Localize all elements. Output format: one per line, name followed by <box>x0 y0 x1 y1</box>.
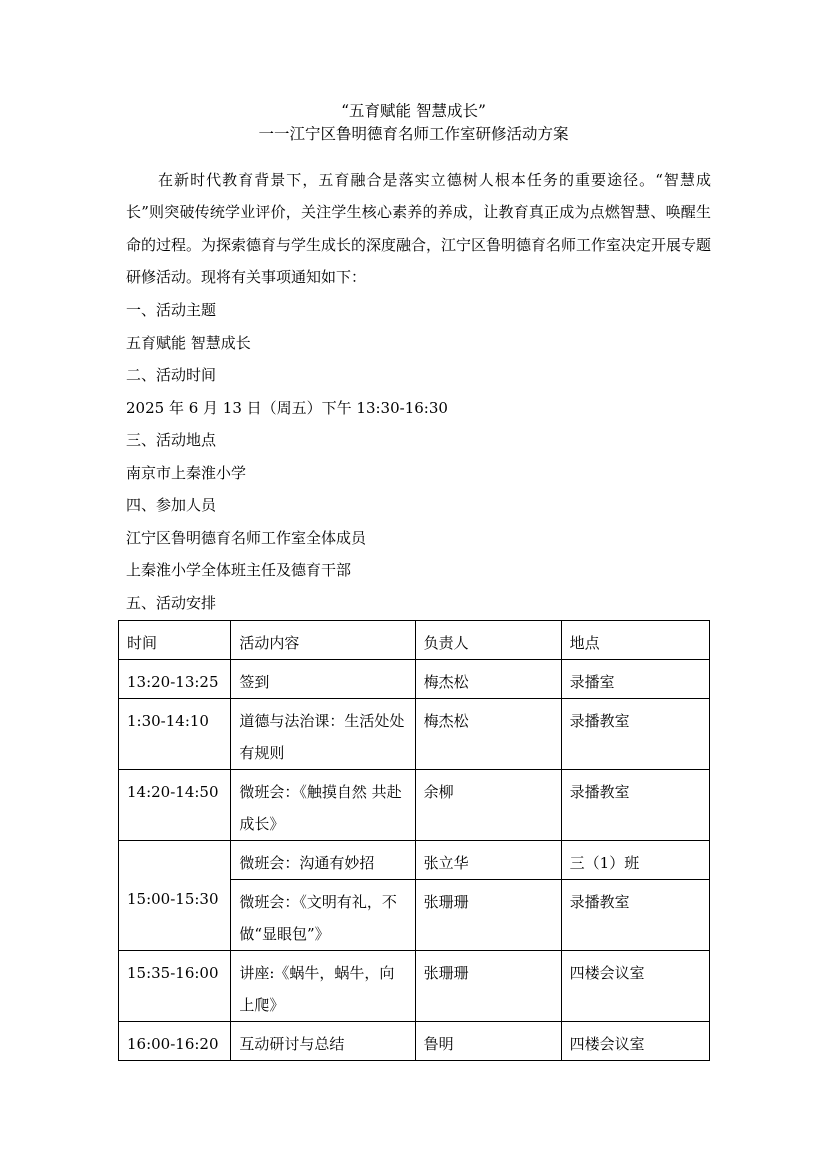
cell-time: 14:20-14:50 <box>119 770 231 841</box>
doc-title: “五育赋能 智慧成长” <box>341 102 486 120</box>
section-place-heading: 三、活动地点 <box>126 431 217 449</box>
cell-content: 道德与法治课：生活处处有规则 <box>231 699 415 770</box>
cell-content: 微班会：《触摸自然 共赴成长》 <box>231 770 415 841</box>
cell-person: 梅杰松 <box>415 660 561 699</box>
cell-place: 录播室 <box>561 660 709 699</box>
cell-person: 张珊珊 <box>415 951 561 1022</box>
cell-place: 录播教室 <box>561 699 709 770</box>
section-theme-content: 五育赋能 智慧成长 <box>126 334 251 352</box>
doc-subtitle: 一一江宁区鲁明德育名师工作室研修活动方案 <box>258 125 569 143</box>
table-row <box>119 1022 710 1061</box>
cell-content: 互动研讨与总结 <box>231 1022 415 1061</box>
cell-content: 微班会：《文明有礼，不做“显眼包”》 <box>231 880 415 951</box>
cell-place: 录播教室 <box>561 880 709 951</box>
cell-place: 录播教室 <box>561 770 709 841</box>
table-header-row <box>119 621 710 660</box>
header-place: 地点 <box>561 621 709 660</box>
cell-person: 梅杰松 <box>415 699 561 770</box>
header-content: 活动内容 <box>231 621 415 660</box>
cell-person: 余柳 <box>415 770 561 841</box>
table-row <box>119 660 710 699</box>
header-person: 负责人 <box>415 621 561 660</box>
cell-content: 讲座:《蜗牛，蜗牛，向上爬》 <box>231 951 415 1022</box>
table-row <box>119 841 710 880</box>
section-people-heading: 四、参加人员 <box>126 496 217 514</box>
table-row <box>119 699 710 770</box>
cell-time-merged: 15:00-15:30 <box>119 841 231 951</box>
cell-person: 鲁明 <box>415 1022 561 1061</box>
intro-paragraph: 在新时代教育背景下，五育融合是落实立德树人根本任务的重要途径。“智慧成长”则突破传统学业评价，关注学生核心素养的养成，让教育真正成为点燃智慧、唤醒生命的过程。为探索德育与学生成长的深度融合，江宁区鲁明德育名师工作室决定开展专题研修活动。现将有关事项通知如下： <box>126 171 712 286</box>
section-people-line1: 江宁区鲁明德育名师工作室全体成员 <box>126 529 367 547</box>
cell-person: 张立华 <box>415 841 561 880</box>
section-theme-heading: 一、活动主题 <box>126 301 217 319</box>
section-people-line2: 上秦淮小学全体班主任及德育干部 <box>126 561 352 579</box>
cell-place: 四楼会议室 <box>561 1022 709 1061</box>
section-place-content: 南京市上秦淮小学 <box>126 464 247 482</box>
table-row <box>119 770 710 841</box>
cell-time: 13:20-13:25 <box>119 660 231 699</box>
cell-content: 签到 <box>231 660 415 699</box>
section-time-heading: 二、活动时间 <box>126 366 217 384</box>
section-time-content: 2025 年 6 月 13 日（周五）下午 13:30-16:30 <box>126 399 448 417</box>
header-time: 时间 <box>119 621 231 660</box>
cell-place: 三（1）班 <box>561 841 709 880</box>
cell-time: 1:30-14:10 <box>119 699 231 770</box>
cell-person: 张珊珊 <box>415 880 561 951</box>
cell-place: 四楼会议室 <box>561 951 709 1022</box>
section-schedule-heading: 五、活动安排 <box>126 594 217 612</box>
cell-time: 16:00-16:20 <box>119 1022 231 1061</box>
schedule-table <box>118 620 710 1061</box>
table-row <box>119 951 710 1022</box>
cell-content: 微班会：沟通有妙招 <box>231 841 415 880</box>
cell-time: 15:35-16:00 <box>119 951 231 1022</box>
